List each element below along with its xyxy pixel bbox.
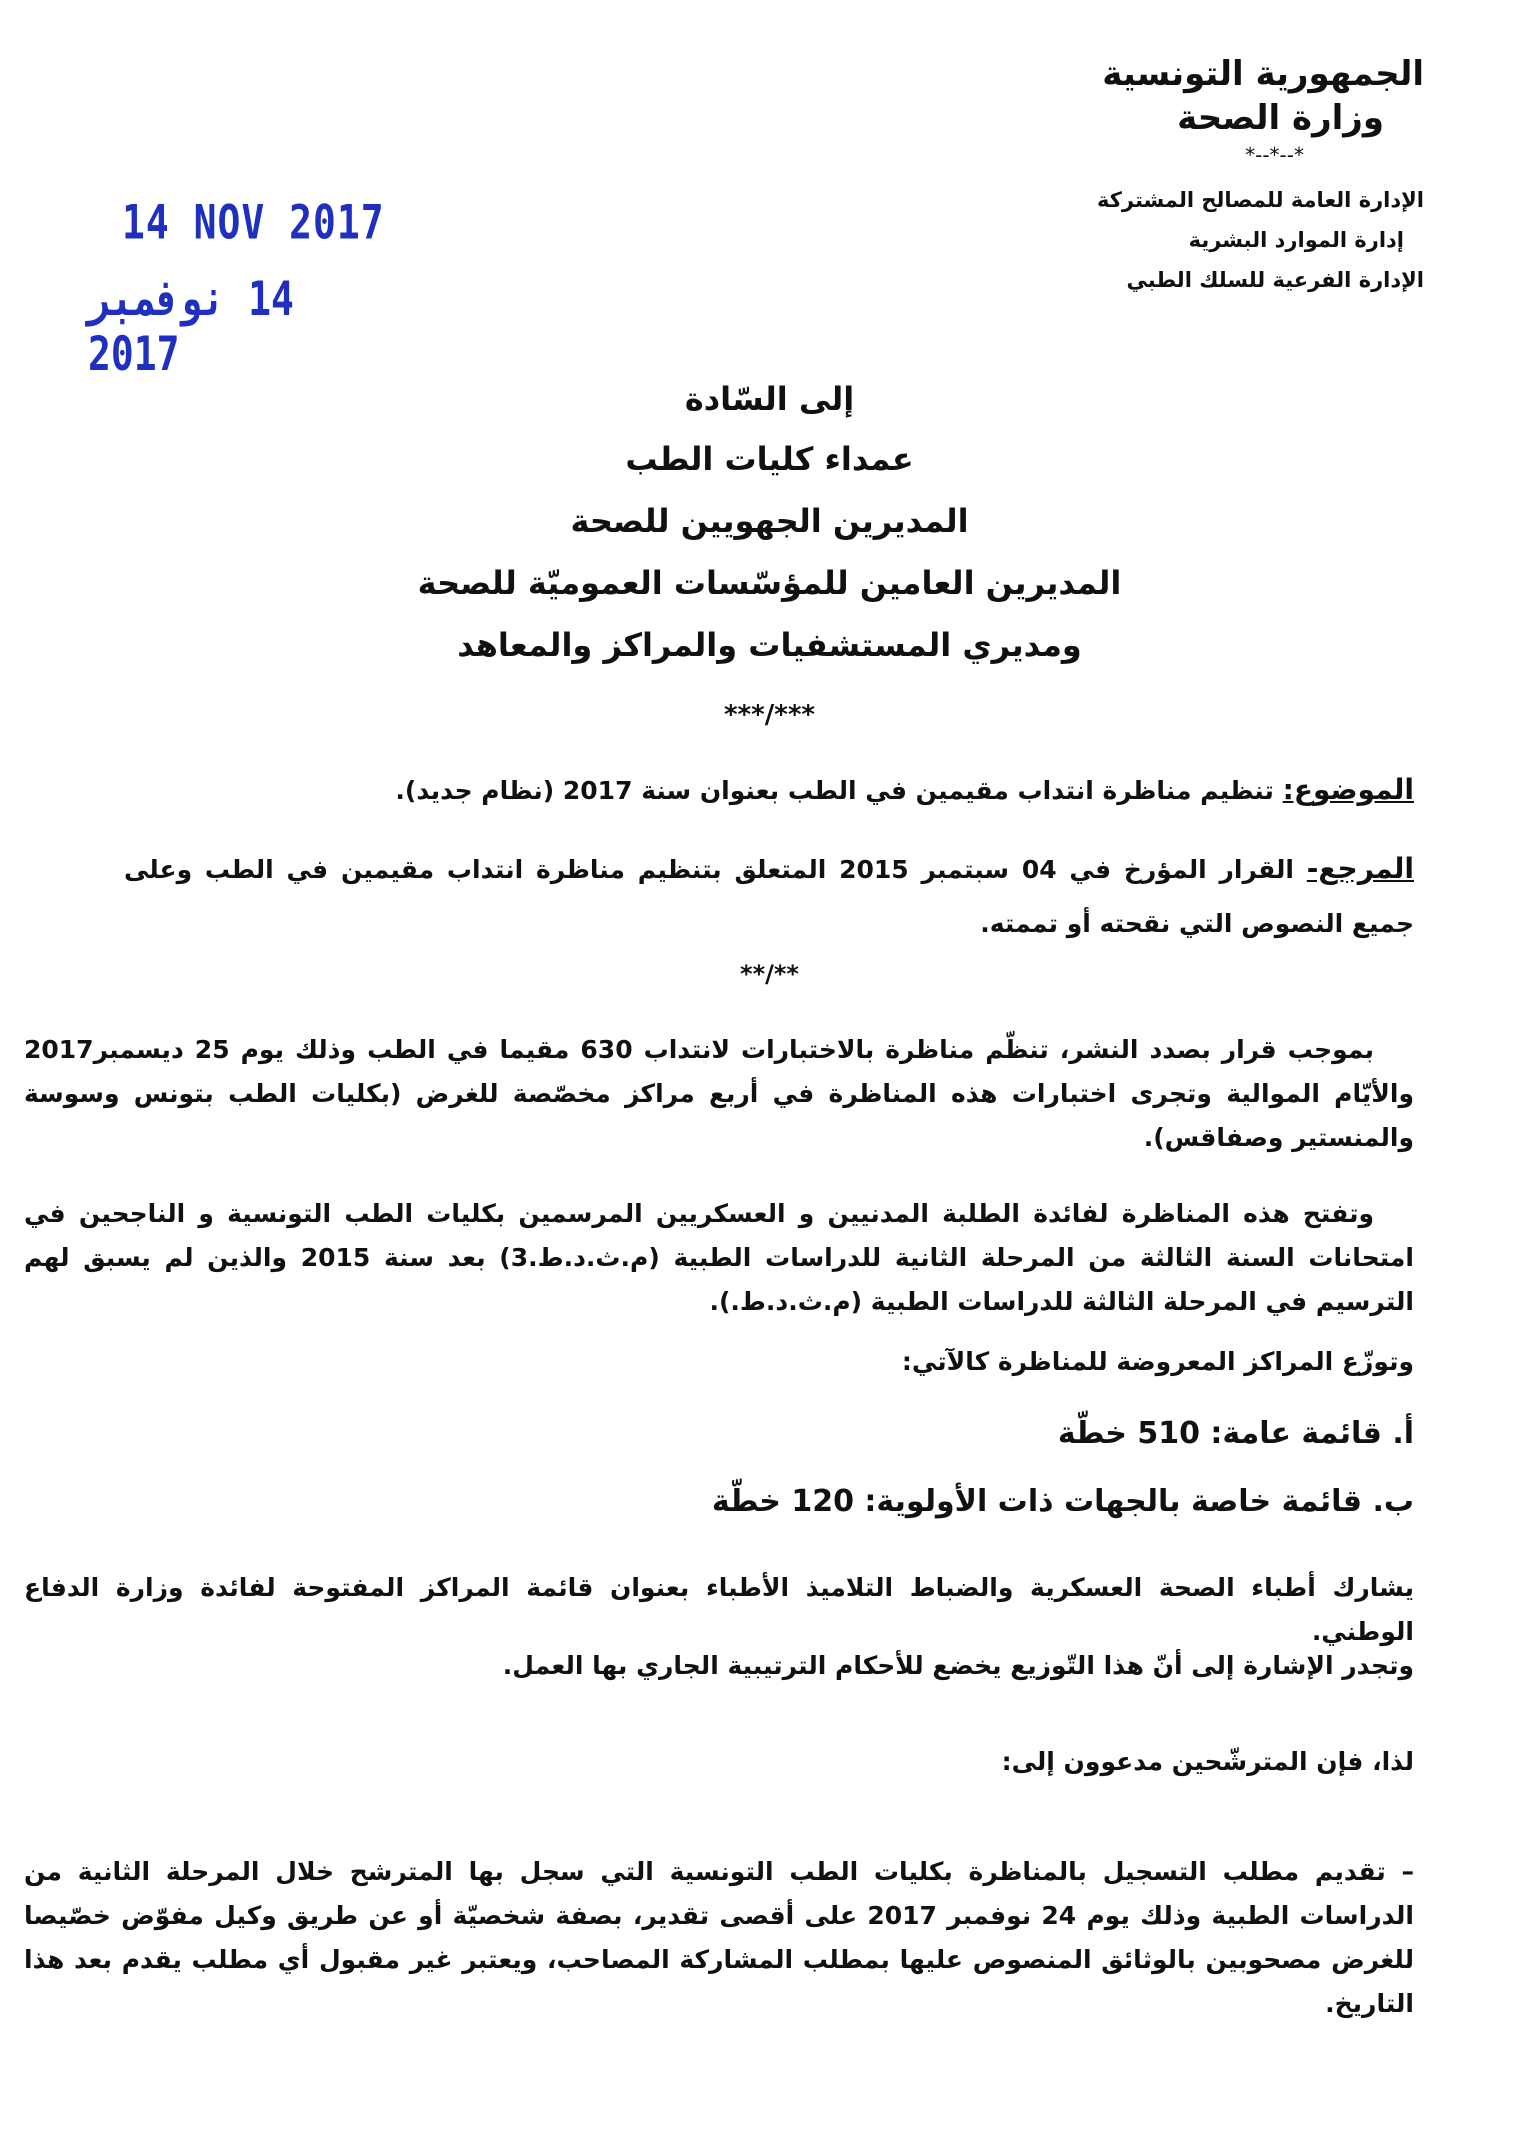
paragraph-4: يشارك أطباء الصحة العسكرية والضباط التلاميذ الأطباء بعنوان قائمة المراكز المفتوحة لفائدة وزارة الدفاع الوطني. [24,1573,1414,1646]
sub-directorate: الإدارة الفرعية للسلك الطبي [1126,268,1424,292]
subject-label: الموضوع: [1282,773,1414,806]
reference-block [124,842,1414,951]
paragraph-2: وتفتح هذه المناظرة لفائدة الطلبة المدنيين و العسكريين المرسمين بكليات الطب التونسية و الناجحين في امتحانات السنة الثالثة من المرحلة الثانية للدراسات الطبية (م.ث.د.ط.3) بعد سنة 2015 والذين لم يسبق لهم الترسيم في المرحلة الثالثة للدراسات الطبية (م.ث.د.ط.). [24,1199,1414,1316]
paragraph-1: بموجب قرار بصدد النشر، تنظّم مناظرة بالاختبارات لانتداب 630 مقيما في الطب وذلك يوم 25 ديسمبر2017 والأيّام الموالية وتجرى اختبارات هذه المناظرة في أربع مراكز مخصّصة للغرض (بكليات الطب بتونس وسوسة والمنستير وصفاقس). [24,1035,1414,1152]
subject-line [114,768,1414,813]
date-stamp-latin: 14 NOV 2017 [122,194,385,250]
subject-text: تنظيم مناظرة انتداب مقيمين في الطب بعنوان سنة 2017 (نظام جديد). [395,776,1274,805]
reference-text: القرار المؤرخ في 04 سبتمبر 2015 المتعلق بتنظيم مناظرة انتداب مقيمين في الطب وعلى جميع النصوص التي نقحته أو تممته. [124,855,1414,938]
directorate-general: الإدارة العامة للمصالح المشتركة [1096,188,1424,212]
paragraph-6: لذا، فإن المترشّحين مدعوون إلى: [1001,1747,1414,1776]
header-separator: *--*--* [1245,143,1304,167]
paragraph-3: وتوزّع المراكز المعروضة للمناظرة كالآتي: [901,1347,1414,1376]
hr-directorate: إدارة الموارد البشرية [1188,228,1404,252]
reference-label: المرجع- [1306,852,1414,885]
date-stamp-arabic: 14 نوفمبر 2017 [88,271,294,381]
list-item-a: أ. قائمة عامة: 510 خطّة [1057,1416,1414,1451]
addressee-line-3: المديرين العامين للمؤسّسات العموميّة للصحة [417,564,1122,602]
section-separator: **/** [740,960,799,988]
paragraph-5: وتجدر الإشارة إلى أنّ هذا التّوزيع يخضع للأحكام الترتيبية الجاري بها العمل. [502,1651,1414,1680]
country-name: الجمهورية التونسية [1102,54,1424,94]
ministry-name: وزارة الصحة [1177,98,1384,138]
letterhead [904,52,1424,300]
addressee-line-4: ومديري المستشفيات والمراكز والمعاهد [457,626,1082,664]
addressee-separator: ***/*** [723,700,816,730]
addressee-line-1: عمداء كليات الطب [625,440,914,478]
list-item-b: ب. قائمة خاصة بالجهات ذات الأولوية: 120 خطّة [711,1484,1414,1519]
addressee-line-2: المديرين الجهويين للصحة [570,502,969,540]
paragraph-7: – تقديم مطلب التسجيل بالمناظرة بكليات الطب التونسية التي سجل بها المترشح خلال المرحلة الثانية من الدراسات الطبية وذلك يوم 24 نوفمبر 2017 على أقصى تقدير، بصفة شخصيّة أو عن طريق وكيل مفوّض خصّيصا للغرض مصحوبين بالوثائق المنصوص عليها بمطلب المشاركة المصاحب، ويعتبر غير مقبول أي مطلب يقدم بعد هذا التاريخ. [24,1857,1415,2018]
addressee-to: إلى السّادة [684,380,855,418]
